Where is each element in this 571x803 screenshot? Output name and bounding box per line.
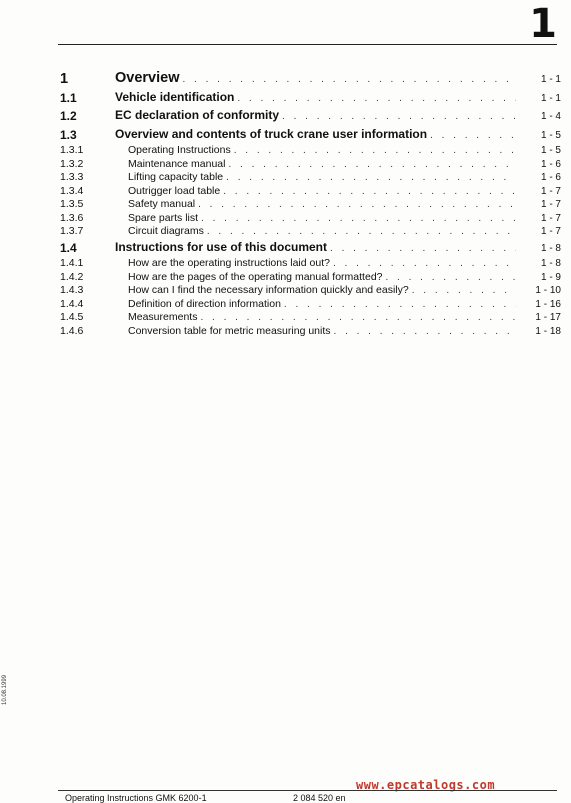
watermark[interactable]: www.epcatalogs.com: [356, 778, 496, 792]
toc-entry[interactable]: [58, 257, 563, 271]
toc-entry-title-wrap: [115, 126, 516, 145]
dot-leader: [183, 71, 517, 89]
toc-entry-title[interactable]: Outrigger load table: [128, 184, 221, 197]
toc-entry-page: 1 - 7: [540, 185, 561, 197]
toc-entry-number: 1.4: [60, 240, 77, 255]
toc-entry-title[interactable]: Definition of direction information: [128, 297, 281, 310]
toc-entry-number: 1.4.6: [60, 324, 84, 337]
toc-entry[interactable]: [58, 284, 563, 298]
dot-leader: [284, 298, 516, 312]
table-of-contents: [58, 70, 563, 338]
footer-document-number: 2 084 520 en: [293, 793, 346, 803]
toc-entry-title-wrap: [128, 185, 516, 199]
toc-entry[interactable]: [58, 108, 563, 126]
dot-leader: [200, 311, 516, 325]
toc-entry-number: 1.4.3: [60, 284, 84, 296]
toc-entry-number: 1.4.2: [60, 270, 84, 283]
dot-leader: [207, 225, 516, 239]
dot-leader: [234, 144, 516, 158]
dot-leader: [430, 127, 516, 145]
toc-entry-page: 1 - 6: [540, 172, 561, 183]
dot-leader: [334, 325, 516, 339]
toc-entry-title-wrap: [128, 212, 516, 226]
toc-entry-title-wrap: [115, 107, 516, 126]
dot-leader: [198, 198, 516, 212]
toc-entry-title[interactable]: Circuit diagrams: [128, 225, 204, 237]
toc-entry-title[interactable]: Safety manual: [128, 198, 196, 210]
toc-entry-page: 1 - 4: [540, 111, 561, 122]
toc-entry-number: 1.2: [60, 109, 77, 123]
toc-entry-title[interactable]: EC declaration of conformity: [115, 108, 280, 122]
toc-entry-page: 1 - 10: [535, 285, 561, 296]
dot-leader: [282, 108, 516, 126]
toc-entry[interactable]: [58, 71, 563, 89]
toc-entry-title[interactable]: Maintenance manual: [128, 157, 226, 170]
toc-entry-title[interactable]: Lifting capacity table: [128, 171, 224, 183]
toc-entry-title-wrap: [128, 325, 516, 339]
toc-entry[interactable]: [58, 171, 563, 185]
chapter-number: 1: [529, 1, 557, 47]
toc-entry[interactable]: [58, 127, 563, 145]
toc-entry-title-wrap: [115, 70, 516, 89]
toc-entry-title-wrap: [128, 311, 516, 325]
toc-entry[interactable]: [58, 144, 563, 158]
toc-entry-page: 1 - 5: [540, 129, 561, 141]
toc-entry[interactable]: [58, 212, 563, 226]
toc-entry-page: 1 - 18: [535, 325, 561, 337]
toc-entry-number: 1.3.5: [60, 198, 84, 210]
toc-entry-title[interactable]: How are the operating instructions laid out?: [128, 257, 330, 269]
toc-entry[interactable]: [58, 225, 563, 239]
toc-entry-title[interactable]: How are the pages of the operating manual formatted?: [128, 270, 383, 283]
toc-entry-number: 1.4.5: [60, 311, 84, 323]
toc-entry[interactable]: [58, 185, 563, 199]
toc-entry[interactable]: [58, 158, 563, 172]
toc-entry[interactable]: [58, 271, 563, 285]
toc-entry-number: 1.3.3: [60, 171, 84, 183]
dot-leader: [237, 90, 516, 108]
toc-entry-title-wrap: [128, 158, 516, 172]
toc-entry-page: 1 - 17: [535, 312, 561, 323]
toc-entry-page: 1 - 7: [540, 212, 561, 224]
toc-entry-title-wrap: [128, 225, 516, 239]
toc-entry-title[interactable]: Overview and contents of truck crane user information: [115, 126, 428, 141]
toc-entry-number: 1.3.6: [60, 211, 84, 224]
toc-entry-page: 1 - 6: [540, 158, 561, 170]
toc-entry-title[interactable]: How can I find the necessary information quickly and easily?: [128, 284, 409, 296]
toc-entry-number: 1.3.4: [60, 184, 84, 197]
toc-entry-title-wrap: [128, 144, 516, 158]
toc-entry[interactable]: [58, 325, 563, 339]
toc-entry-title[interactable]: Measurements: [128, 311, 198, 323]
toc-entry-page: 1 - 8: [540, 258, 561, 269]
toc-entry-title-wrap: [128, 271, 516, 285]
dot-leader: [330, 240, 516, 258]
toc-entry-page: 1 - 8: [540, 242, 561, 254]
toc-entry-title[interactable]: Operating Instructions: [128, 144, 231, 156]
margin-date: 10.08.1999: [2, 674, 8, 705]
toc-entry-page: 1 - 16: [535, 298, 561, 310]
dot-leader: [412, 284, 516, 298]
footer-document-title: Operating Instructions GMK 6200-1: [65, 793, 207, 803]
toc-entry-number: 1.3.2: [60, 157, 84, 170]
toc-entry-title-wrap: [115, 89, 516, 108]
toc-entry-title-wrap: [128, 171, 516, 185]
toc-entry-page: 1 - 1: [540, 74, 561, 85]
toc-entry-number: 1.4.4: [60, 297, 84, 310]
toc-entry-page: 1 - 9: [540, 271, 561, 283]
toc-entry[interactable]: [58, 311, 563, 325]
toc-entry[interactable]: [58, 198, 563, 212]
toc-entry-title-wrap: [128, 284, 516, 298]
toc-entry-page: 1 - 1: [540, 92, 561, 104]
dot-leader: [201, 212, 516, 226]
toc-entry-page: 1 - 5: [540, 145, 561, 156]
dot-leader: [386, 271, 517, 285]
toc-entry-number: 1.3: [60, 127, 77, 142]
toc-entry-title-wrap: [128, 198, 516, 212]
toc-entry-title[interactable]: Instructions for use of this document: [115, 239, 328, 254]
dot-leader: [223, 185, 516, 199]
toc-entry-title[interactable]: Spare parts list: [128, 211, 199, 224]
top-rule: [58, 44, 557, 45]
toc-entry-number: 1.3.7: [60, 225, 84, 237]
dot-leader: [228, 158, 516, 172]
toc-entry-title[interactable]: Conversion table for metric measuring units: [128, 324, 331, 337]
toc-entry-title-wrap: [128, 298, 516, 312]
toc-entry-number: 1.1: [60, 90, 77, 105]
toc-entry-page: 1 - 7: [540, 226, 561, 237]
toc-entry-title-wrap: [128, 257, 516, 271]
toc-entry-number: 1: [60, 71, 69, 87]
toc-entry-title-wrap: [115, 239, 516, 258]
bottom-rule: [58, 790, 557, 791]
toc-entry[interactable]: [58, 298, 563, 312]
toc-entry[interactable]: [58, 90, 563, 108]
toc-entry-title[interactable]: Overview: [115, 70, 180, 86]
toc-entry-number: 1.4.1: [60, 257, 84, 269]
toc-entry-title[interactable]: Vehicle identification: [115, 89, 235, 104]
dot-leader: [226, 171, 516, 185]
dot-leader: [333, 257, 516, 271]
toc-entry-page: 1 - 7: [540, 199, 561, 210]
toc-entry[interactable]: [58, 240, 563, 258]
toc-entry-number: 1.3.1: [60, 144, 84, 156]
